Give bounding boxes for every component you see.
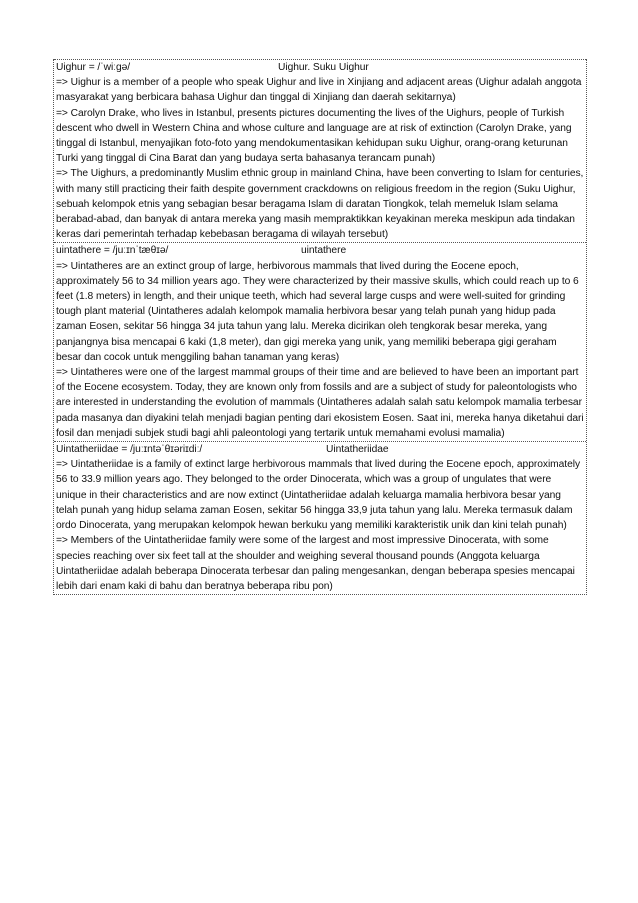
entry-paragraph: => Carolyn Drake, who lives in Istanbul, presents pictures documenting the lives of the Uighurs, people of Turkish descent who dwell in Western China and whose culture and language are at risk of extinction (Carolyn Drake, yang tinggal di Istanbul, menyajikan foto-foto yang mendokumentasikan kehidupan suku Uighur, orang-orang keturunan Turki yang tinggal di Cina Barat dan yang budaya serta bahasanya terancam punah) [56,107,572,165]
entry-translation: Uintatheriidae [326,444,389,456]
entry-uighur [54,59,586,242]
entry-term: Uintatheriidae = /juːɪntəˈθɪəriɪdiː/ [56,444,203,456]
entry-header [56,442,584,457]
entry-term: Uighur = /ˈwiːɡə/ [56,62,131,73]
entry-paragraph: => Members of the Uintatheriidae family were some of the largest and most impressive Dinocerata, with some species reaching over six feet tall at the shoulder and weighing several thousand pounds (Anggota keluarga Uintatheriidae adalah beberapa Dinocerata terbesar dan paling mengesankan, dengan beberapa spesies mencapai lebih dari enam kaki di bahu dan beratnya beberapa ribu pon) [56,535,575,592]
vocabulary-sheet [53,59,587,595]
entry-paragraph: => The Uighurs, a predominantly Muslim ethnic group in mainland China, have been converting to Islam for centuries, with many still practicing their faith despite government crackdowns on religious freedom in the region (Suku Uighur, sebuah kelompok etnis yang sebagian besar beragama Islam di daratan Tiongkok, telah memeluk Islam selama berabad-abad, dan banyak di antara mereka yang masih mempraktikkan keyakinan mereka meskipun ada tindakan keras dari pemerintah terhadap kebebasan beragama di wilayah tersebut) [56,168,584,241]
entry-term: uintathere = /juːɪnˈtæθɪə/ [56,245,169,257]
entry-uintathere [54,242,586,441]
entry-header [56,243,584,258]
entry-header [56,60,584,75]
entry-translation: Uighur. Suku Uighur [278,62,369,73]
entry-paragraph: => Uintatheres were one of the largest mammal groups of their time and are believed to have been an important part of the Eocene ecosystem. Today, they are known only from fossils and are a subject of study for paleontologists who are interested in understanding the evolution of mammals (Uintatheres adalah salah satu kelompok mamalia terbesar pada masanya dan diyakini telah menjadi bagian penting dari ekosistem Eosen. Saat ini, mereka hanya diketahui dari fosil dan menjadi subjek studi bagi ahli paleontologi yang tertarik untuk memahami evolusi mamalia) [56,367,584,439]
entry-paragraph: => Uintatheriidae is a family of extinct large herbivorous mammals that lived during the Eocene epoch, approximately 56 to 33.9 million years ago. They belonged to the order Dinocerata, which was a group of ungulates that were unique in their characteristics and are now extinct (Uintatheriidae adalah keluarga mamalia herbivora besar yang telah punah yang hidup selama zaman Eosen, sekitar 56 hingga 33,9 juta tahun yang lalu. Mereka termasuk dalam ordo Dinocerata, yang merupakan kelompok hewan berkuku yang memiliki karakteristik unik dan kini telah punah) [56,459,581,532]
entry-paragraph: => Uighur is a member of a people who speak Uighur and live in Xinjiang and adjacent areas (Uighur adalah anggota masyarakat yang berbicara bahasa Uighur dan tinggal di Xinjiang dan daerah sekitarnya) [56,77,582,104]
entry-translation: uintathere [301,245,347,257]
entry-paragraph: => Uintatheres are an extinct group of large, herbivorous mammals that lived during the Eocene epoch, approximately 56 to 34 million years ago. They were characterized by their massive skulls, which could reach up to 6 feet (1.8 meters) in length, and their unique teeth, which had several large cusps and were well-suited for grinding tough plant material (Uintatheres adalah kelompok mamalia herbivora besar yang telah punah yang hidup pada zaman Eosen, sekitar 56 hingga 34 juta tahun yang lalu. Mereka dicirikan oleh tengkorak besar mereka, yang panjangnya bisa mencapai 6 kaki (1,8 meter), dan gigi mereka yang unik, yang memiliki beberapa gigi geraham besar dan cocok untuk menggiling bahan tanaman yang keras) [56,260,579,363]
entry-uintatheriidae [54,441,586,594]
